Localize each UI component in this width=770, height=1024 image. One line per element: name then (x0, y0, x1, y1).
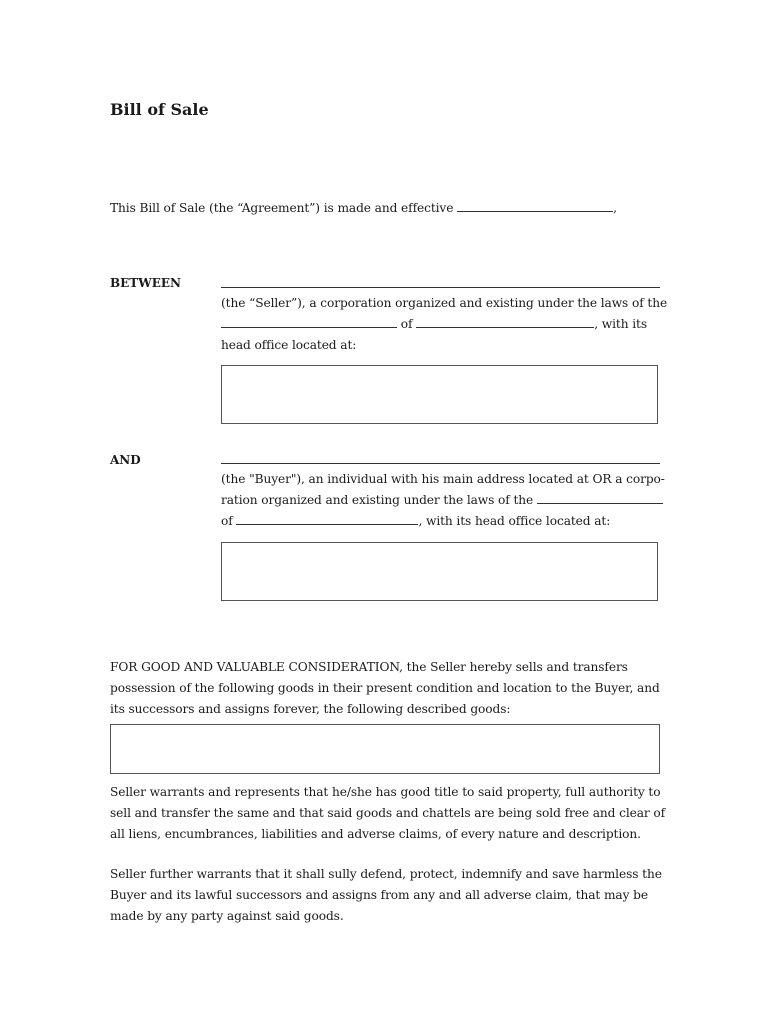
seller-description (221, 293, 668, 356)
consideration-line-3: its successors and assigns forever, the following described goods: (110, 702, 511, 716)
consideration-line-2: possession of the following goods in their present condition and location to the Buyer, and (110, 681, 660, 695)
buyer-of-text: of (221, 514, 233, 528)
buyer-name-field[interactable] (221, 463, 660, 464)
buyer-description (221, 469, 665, 532)
warranty-line-1: Seller warrants and represents that he/she has good title to said property, full authority to (110, 785, 661, 799)
buyer-location-field[interactable] (236, 512, 418, 525)
seller-of-text: of (400, 317, 413, 331)
seller-line-2 (221, 314, 661, 335)
intro-text: This Bill of Sale (the “Agreement”) is made and effective (110, 201, 454, 215)
buyer-line-2 (221, 490, 661, 511)
seller-jurisdiction-field[interactable] (221, 315, 397, 328)
seller-address-box[interactable] (221, 365, 658, 424)
consideration-line-1: FOR GOOD AND VALUABLE CONSIDERATION, the Seller hereby sells and transfers (110, 660, 628, 674)
intro-paragraph (110, 198, 670, 219)
and-label: AND (110, 453, 141, 467)
seller-location-field[interactable] (416, 315, 594, 328)
goods-description-box[interactable] (110, 724, 660, 774)
effective-date-field[interactable] (457, 199, 613, 212)
further-warranty-line-2: Buyer and its lawful successors and assigns from any and all adverse claim, that may be (110, 888, 648, 902)
buyer-address-box[interactable] (221, 542, 658, 601)
warranty-line-2: sell and transfer the same and that said goods and chattels are being sold free and clear of (110, 806, 666, 820)
between-label: BETWEEN (110, 276, 181, 290)
buyer-line-3 (221, 511, 661, 532)
buyer-jurisdiction-field[interactable] (537, 491, 663, 504)
warranty-paragraph (110, 782, 666, 845)
further-warranty-paragraph (110, 864, 662, 927)
further-warranty-line-1: Seller further warrants that it shall sully defend, protect, indemnify and save harmless the (110, 867, 662, 881)
further-warranty-line-3: made by any party against said goods. (110, 909, 344, 923)
warranty-line-3: all liens, encumbrances, liabilities and adverse claims, of every nature and description. (110, 827, 641, 841)
buyer-laws-text: ration organized and existing under the laws of the (221, 493, 534, 507)
consideration-paragraph (110, 657, 662, 720)
seller-line-1: (the “Seller”), a corporation organized and existing under the laws of the (221, 296, 668, 310)
buyer-line-1: (the "Buyer"), an individual with his main address located at OR a corpo- (221, 472, 665, 486)
seller-name-field[interactable] (221, 287, 660, 288)
document-title: Bill of Sale (110, 100, 209, 119)
buyer-head-office-text: , with its head office located at: (418, 514, 611, 528)
seller-line-3: head office located at: (221, 338, 357, 352)
intro-comma: , (613, 201, 617, 215)
seller-with-its-text: , with its (594, 317, 647, 331)
